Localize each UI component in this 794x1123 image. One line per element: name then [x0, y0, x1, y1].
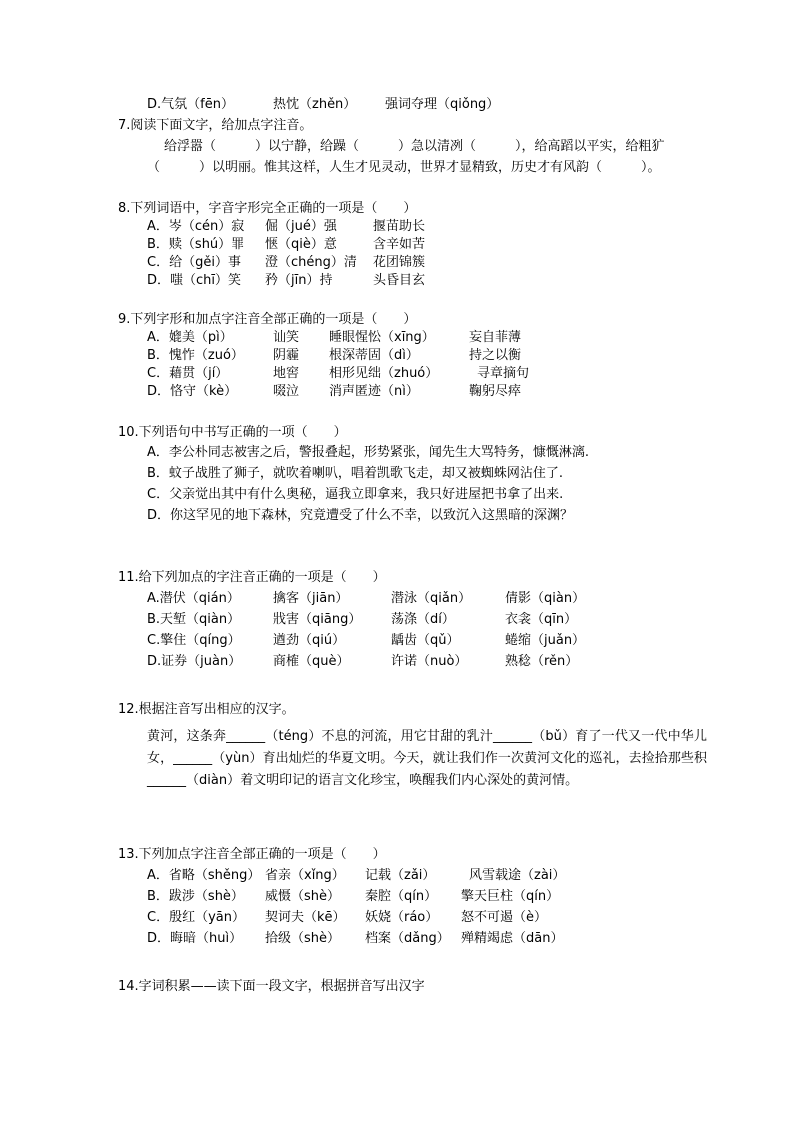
q10-option-c: C．父亲觉出其中有什么奥秘，逼我立即拿来，我只好进屋把书拿了出来. — [147, 487, 564, 502]
q9-b-4: 持之以衡 — [469, 348, 522, 363]
q9-b-2: 阴霾 — [273, 348, 300, 363]
q10-option-b: B．蚊子战胜了狮子，就吹着喇叭，唱着凯歌飞走，却又被蜘蛛网沾住了. — [147, 466, 564, 481]
q9-a-3: 睡眼惺忪（xīng） — [329, 330, 435, 345]
q6-d-word2: 热忱（zhěn） — [273, 97, 357, 112]
q11-c-4: 蜷缩（juǎn） — [505, 633, 586, 648]
q8-b-1: B．赎（shú）罪 — [147, 237, 245, 252]
q10-option-d: D．你这罕见的地下森林，究竟遭受了什么不幸，以致沉入这黑暗的深渊？ — [147, 508, 574, 523]
q13-b-4: 擎天巨柱（qín） — [461, 889, 560, 904]
q13-c-3: 妖娆（ráo） — [365, 910, 439, 925]
q9-d-1: D．恪守（kè） — [147, 384, 238, 399]
q11-a-4: 倩影（qiàn） — [505, 591, 586, 606]
q14-title: 14.字词积累——读下面一段文字，根据拼音写出汉字 — [118, 979, 425, 994]
q9-d-3: 消声匿迹（nì） — [329, 384, 419, 399]
q8-d-1: D．嗤（chī）笑 — [147, 273, 242, 288]
q13-title: 13.下列加点字注音全部正确的一项是（ ） — [118, 847, 386, 862]
q11-d-1: D.证券（juàn） — [147, 654, 242, 669]
q12-passage: 黄河，这条奔______（téng）不息的河流，用它甘甜的乳汁______（bǔ）育了一代又一代中华儿女，______（yùn）育出灿烂的华夏文明。今天，就让我们作一次黄河文化的巡礼，去捡拾那些积______（diàn）着文明印记的语言文化珍宝，唤醒我们内心深处的黄河情。 — [147, 729, 707, 788]
q8-a-2: 倔（jué）强 — [265, 219, 337, 234]
q13-b-1: B．跋涉（shè） — [147, 889, 244, 904]
q9-b-3: 根深蒂固（dì） — [329, 348, 419, 363]
q9-c-3: 相形见绌（zhuó） — [329, 366, 439, 381]
q13-a-2: 省亲（xǐng） — [265, 868, 345, 883]
q9-title: 9.下列字形和加点字注音全部正确的一项是（ ） — [118, 312, 417, 327]
q12-title: 12.根据注音写出相应的汉字。 — [118, 702, 295, 717]
q13-d-2: 拾级（shè） — [265, 931, 341, 946]
q11-a-1: A.潜伏（qián） — [147, 591, 240, 606]
q9-a-2: 讪笑 — [273, 330, 300, 345]
q11-c-2: 遒劲（qiú） — [273, 633, 346, 648]
q9-c-4: 寻章摘句 — [477, 366, 530, 381]
q11-c-3: 龋齿（qǔ） — [391, 633, 460, 648]
q8-b-3: 含辛如苦 — [373, 237, 426, 252]
q6-d-word3: 强词夺理（qiǒng） — [385, 97, 500, 112]
q8-c-3: 花团锦簇 — [373, 255, 426, 270]
q7-line2: （ ）以明丽。惟其这样，人生才见灵动，世界才显精致，历史才有风韵（ ）。 — [147, 160, 661, 175]
q9-c-1: C．藉贯（jí） — [147, 366, 229, 381]
q11-d-2: 商榷（què） — [273, 654, 350, 669]
q8-c-1: C．给（gěi）事 — [147, 255, 241, 270]
q9-d-4: 鞠躬尽瘁 — [469, 384, 522, 399]
q13-d-3: 档案（dǎng） — [365, 931, 450, 946]
q11-d-3: 许诺（nuò） — [391, 654, 468, 669]
q11-b-2: 戕害（qiāng） — [273, 612, 362, 627]
q13-c-2: 契诃夫（kē） — [265, 910, 346, 925]
q11-b-4: 衣衾（qīn） — [505, 612, 578, 627]
q9-d-2: 啜泣 — [273, 384, 300, 399]
q9-c-2: 地窖 — [273, 366, 300, 381]
q11-d-4: 熟稔（rěn） — [505, 654, 579, 669]
q13-a-1: A．省略（shěng） — [147, 868, 261, 883]
q11-title: 11.给下列加点的字注音正确的一项是（ ） — [118, 570, 386, 585]
q13-a-4: 风雪载途（zài） — [469, 868, 566, 883]
q8-d-3: 头昏目玄 — [373, 273, 426, 288]
q10-option-a: A．李公朴同志被害之后，警报叠起，形势紧张，闻先生大骂特务，慷慨淋漓. — [147, 445, 590, 460]
q11-a-2: 擒客（jiān） — [273, 591, 349, 606]
q9-a-4: 妄自菲薄 — [469, 330, 522, 345]
q11-c-1: C.擎住（qíng） — [147, 633, 241, 648]
q8-d-2: 矜（jīn）持 — [265, 273, 333, 288]
q8-title: 8.下列词语中，字音字形完全正确的一项是（ ） — [118, 201, 417, 216]
q13-d-1: D．晦暗（huì） — [147, 931, 243, 946]
q13-b-2: 威慑（shè） — [265, 889, 341, 904]
q6-d-word1: D.气氛（fēn） — [147, 97, 234, 112]
q8-c-2: 澄（chéng）清 — [265, 255, 357, 270]
q13-c-1: C．殷红（yān） — [147, 910, 245, 925]
q8-a-1: A．岑（cén）寂 — [147, 219, 245, 234]
q13-a-3: 记载（zǎi） — [365, 868, 436, 883]
q7-title: 7.阅读下面文字，给加点字注音。 — [118, 118, 313, 133]
q13-b-3: 秦腔（qín） — [365, 889, 438, 904]
q8-b-2: 惬（qiè）意 — [265, 237, 337, 252]
q10-title: 10.下列语句中书写正确的一项（ ） — [118, 425, 347, 440]
q11-b-3: 荡涤（dí） — [391, 612, 455, 627]
q13-d-4: 殚精竭虑（dān） — [461, 931, 564, 946]
q11-a-3: 潜泳（qiǎn） — [391, 591, 472, 606]
q8-a-3: 揠苗助长 — [373, 219, 426, 234]
q9-a-1: A．媲美（pì） — [147, 330, 233, 345]
q7-line1: 给浮嚣（ ）以宁静，给躁（ ）急以清冽（ ），给高蹈以平实，给粗犷 — [164, 139, 665, 154]
q9-b-1: B．愧怍（zuó） — [147, 348, 244, 363]
q13-c-4: 怒不可遏（è） — [461, 910, 547, 925]
q11-b-1: B.天堑（qiàn） — [147, 612, 241, 627]
